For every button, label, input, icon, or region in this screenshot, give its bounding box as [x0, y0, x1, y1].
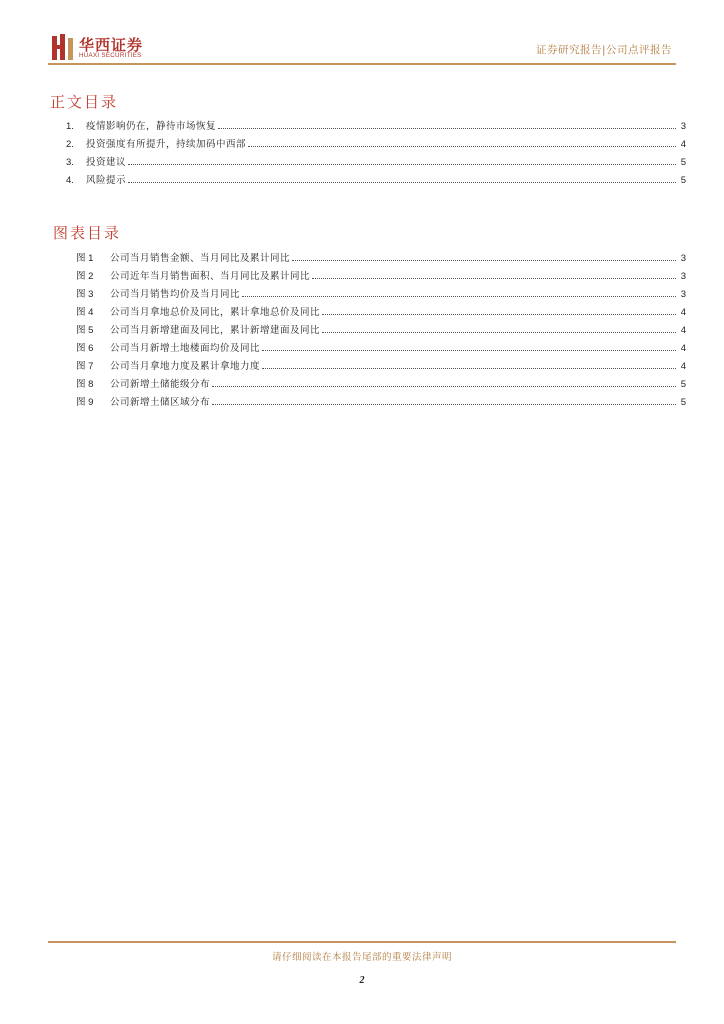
toc-dot-leader	[262, 349, 676, 351]
figure-toc-list	[66, 250, 686, 412]
toc-entry[interactable]	[66, 118, 686, 136]
toc-entry-page: 5	[680, 379, 686, 390]
toc-entry[interactable]	[66, 286, 686, 304]
toc-entry[interactable]	[66, 268, 686, 286]
toc-entry[interactable]	[66, 154, 686, 172]
toc-entry[interactable]	[66, 250, 686, 268]
toc-dot-leader	[128, 163, 676, 165]
toc-entry-title: 公司当月新增建面及同比，累计新增建面及同比	[110, 325, 321, 336]
logo-english-name: HUAXI SECURITIES	[79, 52, 142, 59]
toc-entry-page: 5	[680, 175, 686, 186]
toc-entry-title: 公司新增土储能级分布	[110, 379, 211, 390]
toc-entry-number: 图 9	[76, 397, 94, 408]
toc-entry-number: 4.	[66, 175, 74, 186]
toc-entry-page: 5	[680, 157, 686, 168]
toc-dot-leader	[262, 367, 676, 369]
toc-entry[interactable]	[66, 358, 686, 376]
toc-entry-title: 风险提示	[86, 175, 127, 186]
toc-dot-leader	[248, 145, 676, 147]
toc-entry-page: 3	[680, 121, 686, 132]
toc-entry-number: 图 8	[76, 379, 94, 390]
toc-entry[interactable]	[66, 136, 686, 154]
toc-dot-leader	[322, 331, 676, 333]
page-header	[48, 30, 676, 66]
toc-dot-leader	[212, 385, 676, 387]
toc-entry-number: 图 1	[76, 253, 94, 264]
toc-entry-title: 公司当月销售金额、当月同比及累计同比	[110, 253, 291, 264]
toc-dot-leader	[242, 295, 676, 297]
toc-dot-leader	[322, 313, 676, 315]
report-type-label: 证券研究报告|公司点评报告	[535, 44, 672, 56]
toc-entry-number: 图 5	[76, 325, 94, 336]
toc-entry-page: 3	[680, 271, 686, 282]
toc-entry-number: 1.	[66, 121, 74, 132]
toc-entry-page: 5	[680, 397, 686, 408]
main-toc-title: 正文目录	[50, 93, 119, 111]
toc-entry[interactable]	[66, 322, 686, 340]
toc-entry[interactable]	[66, 340, 686, 358]
huaxi-logo-icon	[52, 34, 74, 60]
toc-entry-title: 疫情影响仍在，静待市场恢复	[86, 121, 217, 132]
toc-entry-page: 4	[680, 139, 686, 150]
toc-entry-title: 公司新增土储区域分布	[110, 397, 211, 408]
toc-entry-page: 3	[680, 253, 686, 264]
toc-entry-page: 3	[680, 289, 686, 300]
figure-toc-title: 图表目录	[53, 224, 122, 242]
legal-notice: 请仔细阅读在本报告尾部的重要法律声明	[271, 952, 452, 963]
toc-dot-leader	[218, 127, 676, 129]
toc-dot-leader	[212, 403, 676, 405]
toc-entry-title: 公司近年当月销售面积、当月同比及累计同比	[110, 271, 311, 282]
toc-entry-title: 公司当月新增土地楼面均价及同比	[110, 343, 261, 354]
toc-entry-title: 投资建议	[86, 157, 127, 168]
toc-entry[interactable]	[66, 304, 686, 322]
toc-entry[interactable]	[66, 394, 686, 412]
toc-dot-leader	[312, 277, 676, 279]
main-toc-list	[66, 118, 686, 190]
toc-dot-leader	[128, 181, 676, 183]
page-number: 2	[359, 975, 365, 986]
header-divider	[48, 63, 676, 65]
toc-entry-number: 图 6	[76, 343, 94, 354]
toc-entry-page: 4	[680, 325, 686, 336]
toc-entry-number: 图 7	[76, 361, 94, 372]
toc-entry[interactable]	[66, 376, 686, 394]
toc-dot-leader	[292, 259, 676, 261]
toc-entry-page: 4	[680, 343, 686, 354]
footer-divider	[48, 941, 676, 943]
toc-entry-title: 公司当月销售均价及当月同比	[110, 289, 241, 300]
toc-entry-number: 2.	[66, 139, 74, 150]
toc-entry-number: 图 2	[76, 271, 94, 282]
toc-entry-number: 图 3	[76, 289, 94, 300]
toc-entry-title: 公司当月拿地力度及累计拿地力度	[110, 361, 261, 372]
toc-entry-number: 3.	[66, 157, 74, 168]
toc-entry-title: 投资强度有所提升，持续加码中西部	[86, 139, 247, 150]
toc-entry[interactable]	[66, 172, 686, 190]
logo-name: 华西证券	[79, 36, 144, 54]
toc-entry-number: 图 4	[76, 307, 94, 318]
toc-entry-page: 4	[680, 361, 686, 372]
toc-entry-page: 4	[680, 307, 686, 318]
toc-entry-title: 公司当月拿地总价及同比，累计拿地总价及同比	[110, 307, 321, 318]
